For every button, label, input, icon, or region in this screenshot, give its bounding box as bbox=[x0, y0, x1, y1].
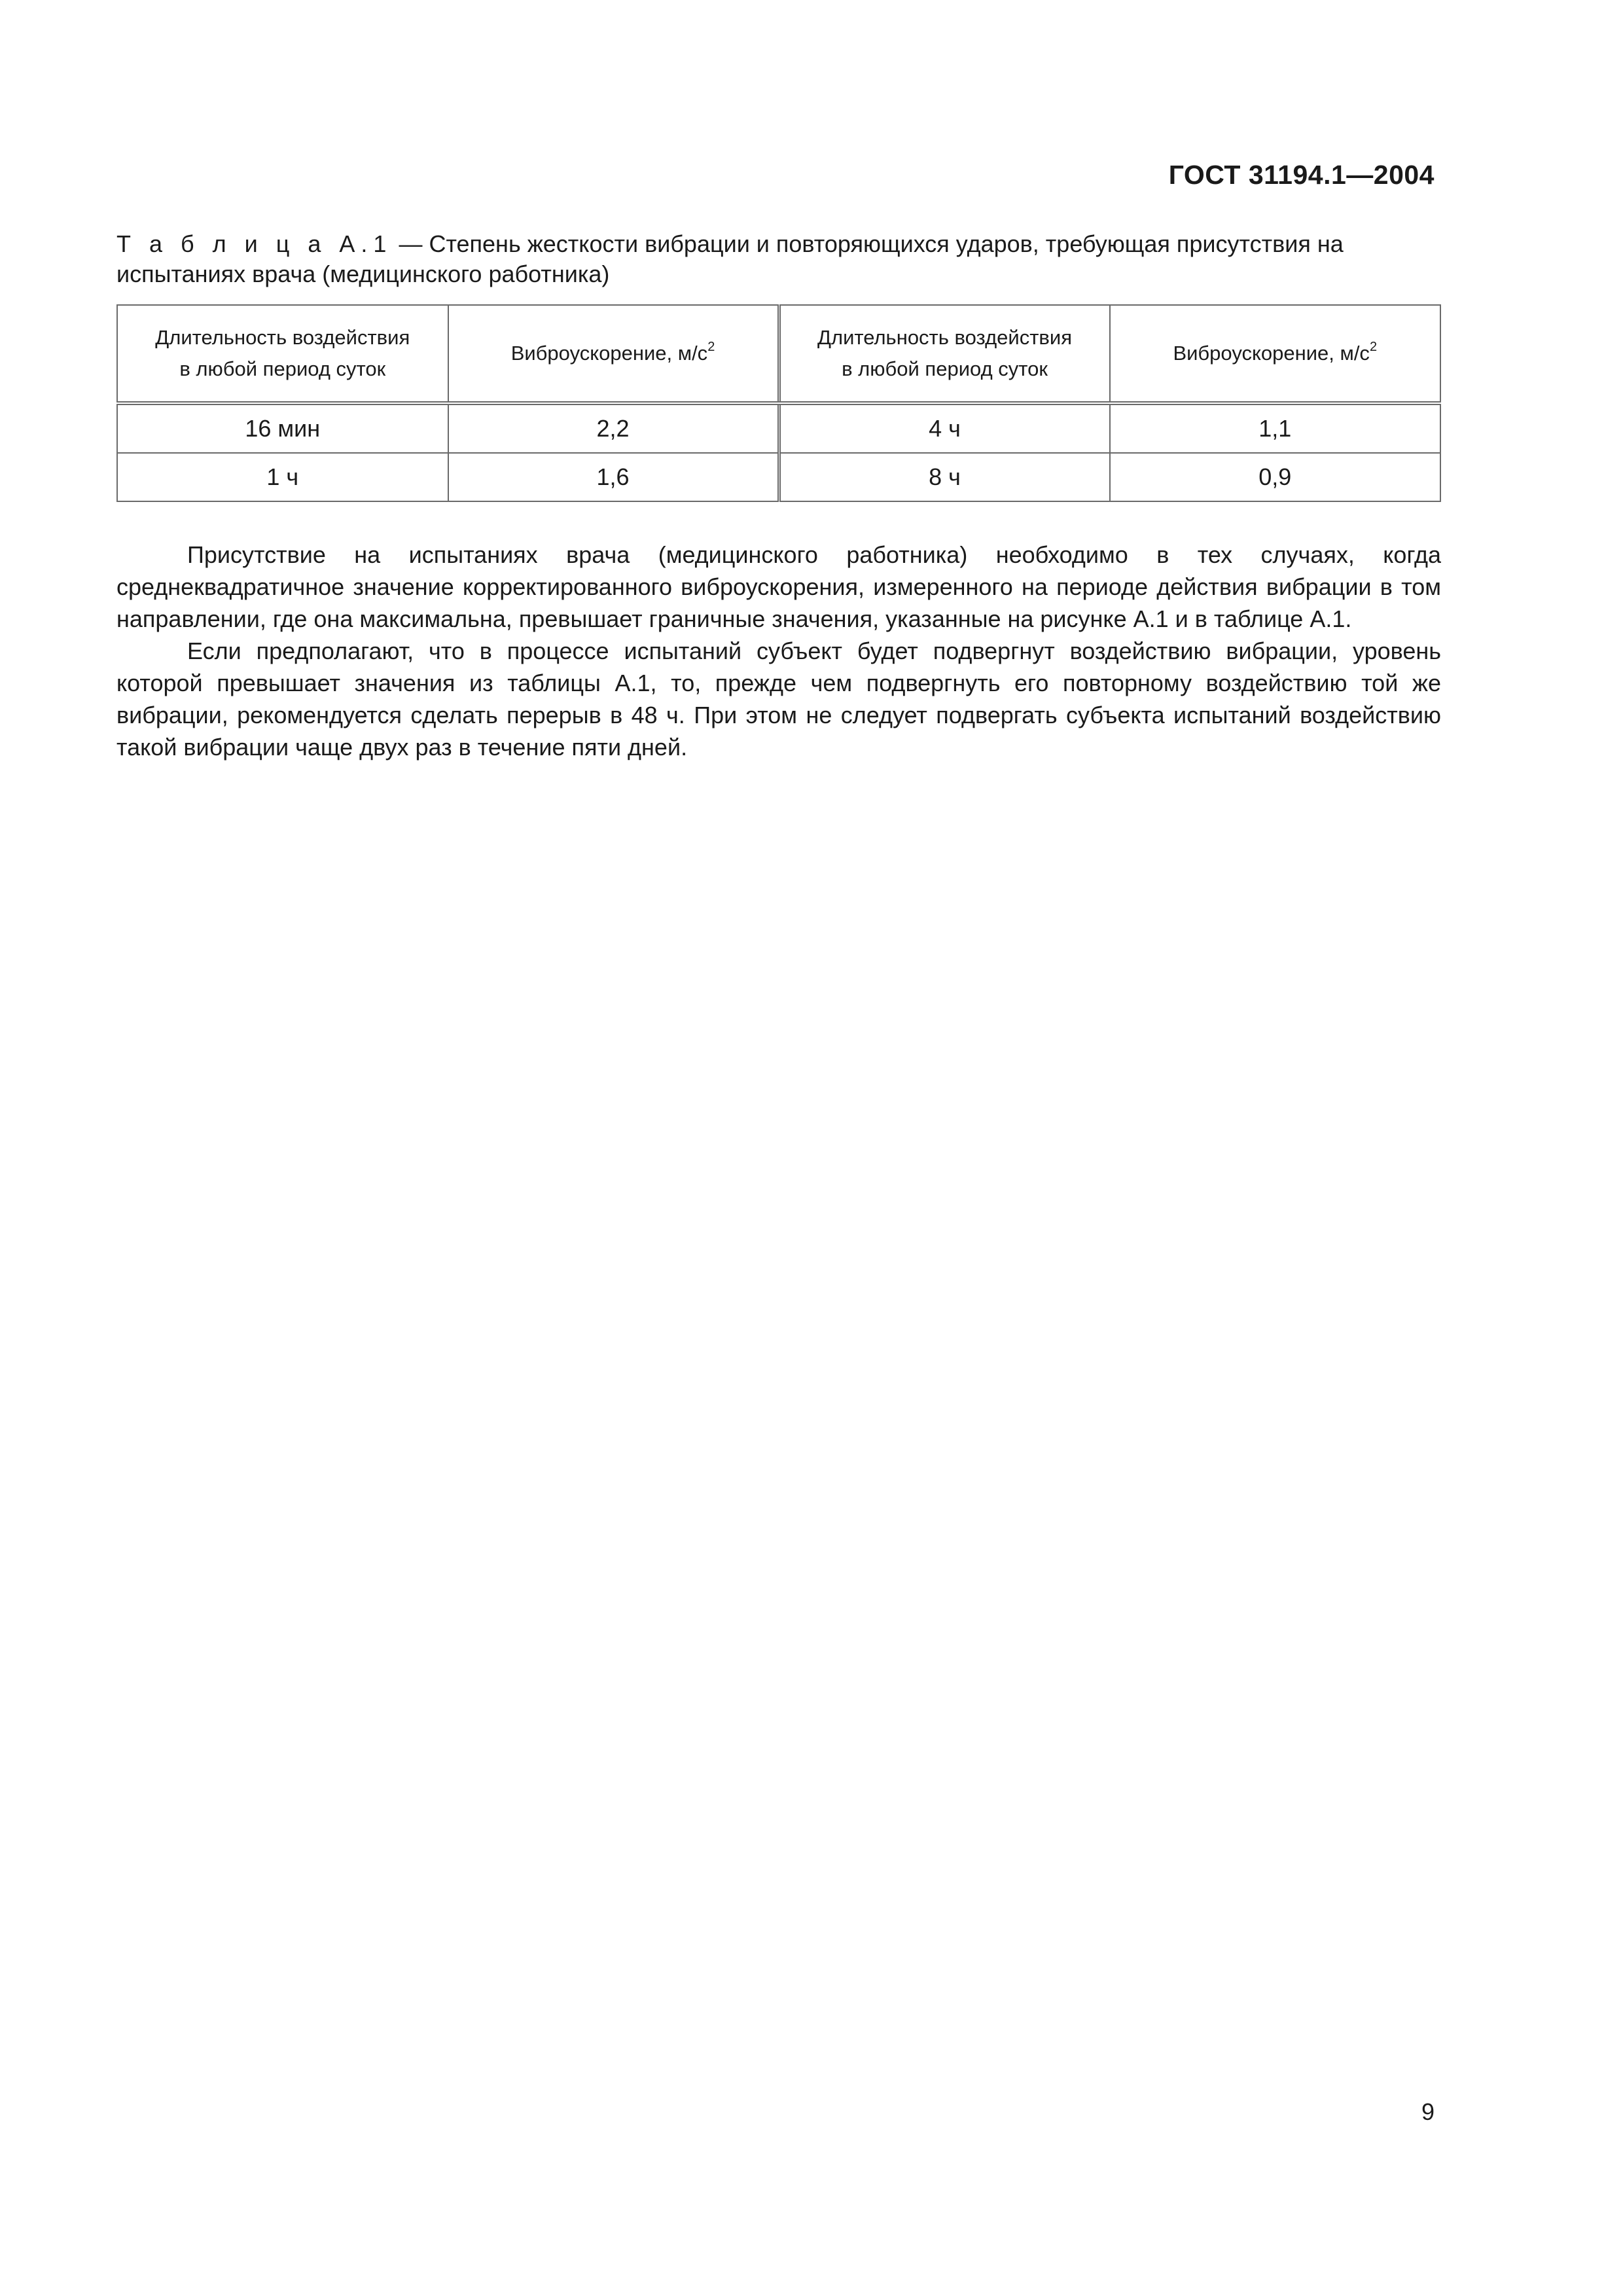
column-header-duration-1 bbox=[117, 305, 448, 403]
column-header-acceleration-1 bbox=[448, 305, 779, 403]
paragraph-physician-presence: Присутствие на испытаниях врача (медицинского работника) необходимо в тех случаях, когда среднеквадратичное значение корректированного виброускорения, измеренного на периоде действия вибрации в том направлении, где она максимальна, превышает граничные значения, указанные на рисунке А.1 и в таблице А.1. bbox=[116, 541, 1441, 632]
table-cell: 1 ч bbox=[117, 453, 448, 501]
table-caption-text: — Степень жесткости вибрации и повторяющихся ударов, требующая присутствия на испытаниях врача (медицинского работника) bbox=[116, 230, 1344, 287]
column-header-duration-2 bbox=[779, 305, 1110, 403]
table-cell: 1,1 bbox=[1110, 403, 1441, 453]
table-row bbox=[117, 403, 1440, 453]
table-caption-lead: Т а б л и ц а А.1 bbox=[116, 230, 393, 257]
table-row bbox=[117, 453, 1440, 501]
table-header-row bbox=[117, 305, 1440, 403]
table-cell: 8 ч bbox=[779, 453, 1110, 501]
paragraph-rest-period: Если предполагают, что в процессе испытаний субъект будет подвергнут воздействию вибрации, уровень которой превышает значения из таблицы А.1, то, прежде чем подвергнуть его повторному воздействию той же вибрации, рекомендуется сделать перерыв в 48 ч. При этом не следует подвергать субъекта испытаний воздействию такой вибрации чаще двух раз в течение пяти дней. bbox=[116, 637, 1441, 761]
body-text bbox=[116, 539, 1441, 763]
table-cell: 0,9 bbox=[1110, 453, 1441, 501]
table-cell: 2,2 bbox=[448, 403, 779, 453]
unit-exponent: 2 bbox=[1369, 340, 1378, 354]
document-header-standard-id: ГОСТ 31194.1—2004 bbox=[1168, 160, 1435, 190]
column-header-line: в любой период суток bbox=[179, 357, 386, 380]
column-header-line: в любой период суток bbox=[842, 357, 1048, 380]
table-cell: 1,6 bbox=[448, 453, 779, 501]
column-header-label: Виброускорение, м/с bbox=[1173, 342, 1370, 365]
table-cell: 4 ч bbox=[779, 403, 1110, 453]
column-header-line: Длительность воздействия bbox=[155, 326, 410, 349]
column-header-acceleration-2 bbox=[1110, 305, 1441, 403]
page-number: 9 bbox=[1421, 2098, 1435, 2125]
vibration-table bbox=[116, 304, 1441, 502]
unit-exponent: 2 bbox=[707, 340, 715, 354]
column-header-label: Виброускорение, м/с bbox=[510, 342, 708, 365]
table-cell: 16 мин bbox=[117, 403, 448, 453]
table-caption bbox=[116, 229, 1441, 289]
column-header-line: Длительность воздействия bbox=[817, 326, 1072, 349]
